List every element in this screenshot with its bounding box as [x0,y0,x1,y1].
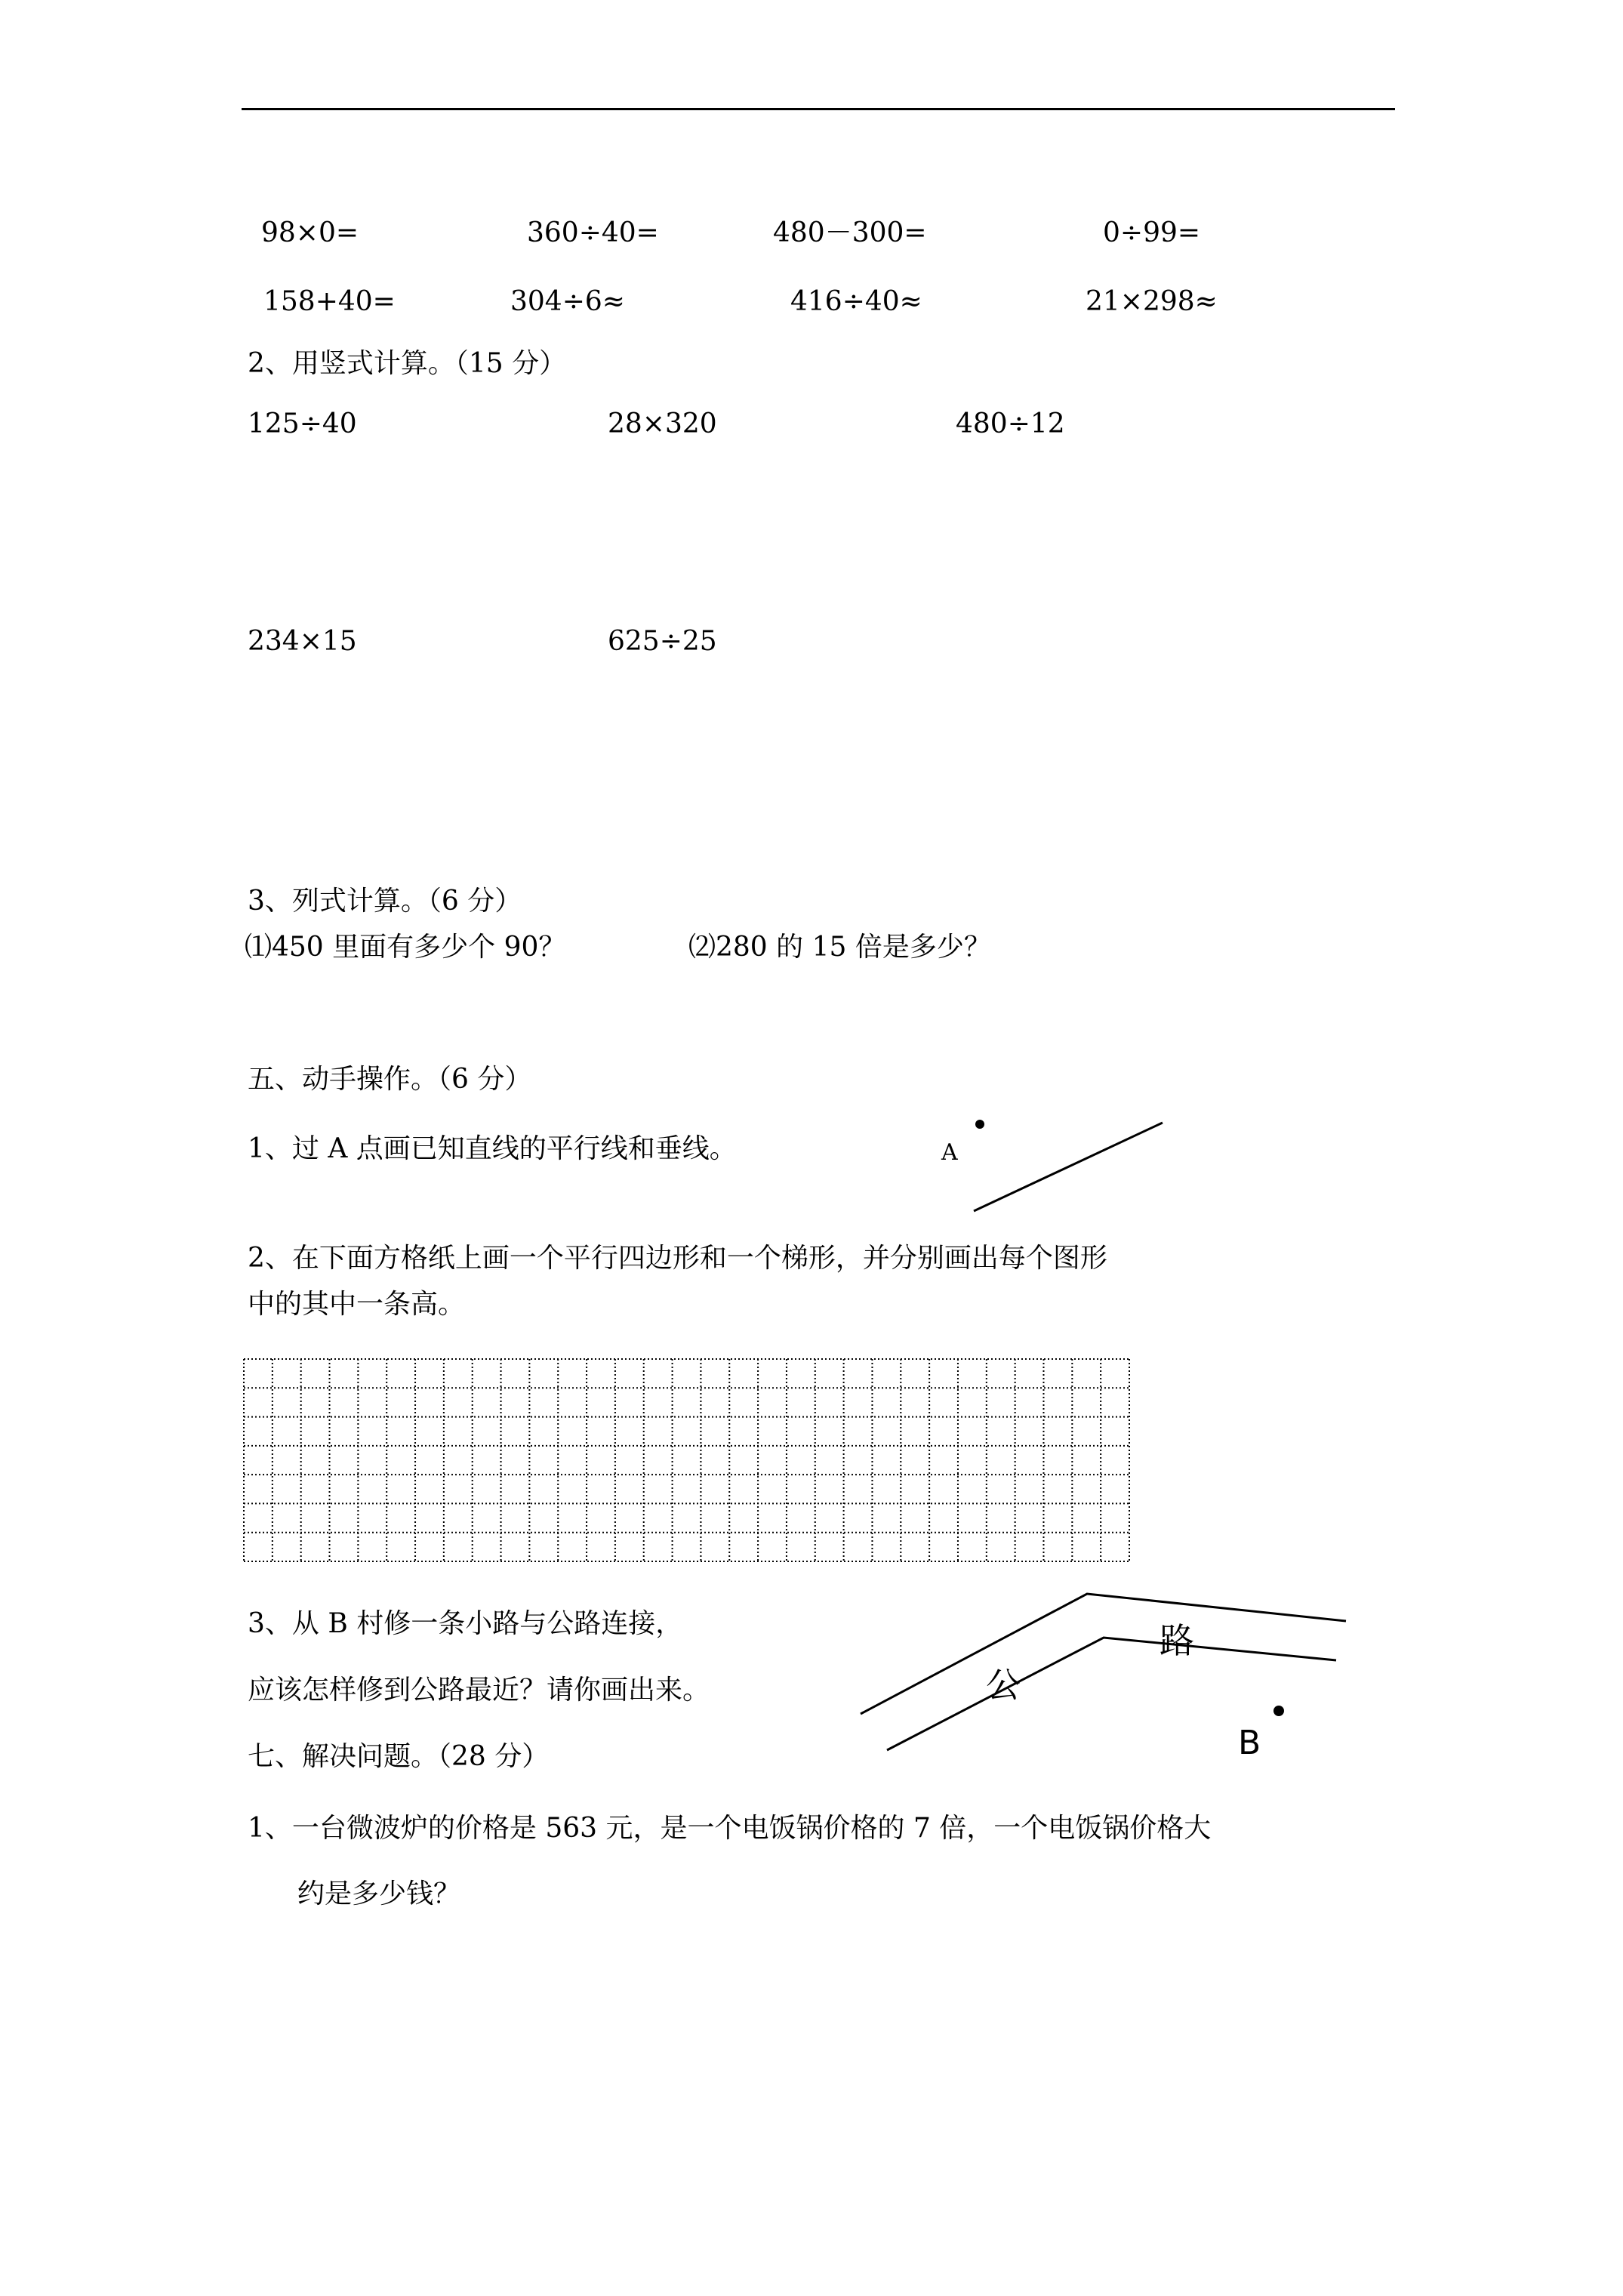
question: 中的其中一条高。 [248,1289,466,1320]
question: 3、从 B 村修一条小路与公路连接， [248,1608,683,1639]
question: ⑴450 里面有多少个 90？ [245,932,566,963]
vertical-calc-item: 480÷12 [956,408,1065,439]
oral-calc-item: 480－300= [773,217,927,248]
question: 1、过 A 点画已知直线的平行线和垂线。 [248,1133,737,1164]
point-b-label: B [1238,1724,1261,1762]
oral-calc-item: 0÷99= [1103,217,1201,248]
section-heading: 2、用竖式计算。（15 分） [248,348,567,379]
point-a-dot [975,1120,984,1129]
oral-calc-item: 98×0= [261,217,359,248]
oral-calc-item: 158+40= [263,286,396,317]
question: 约是多少钱？ [297,1878,461,1909]
question: 1、一台微波炉的价格是 563 元，是一个电饭锅价格的 7 倍，一个电饭锅价格大 [248,1813,1212,1844]
section-heading: 七、解决问题。（28 分） [248,1741,550,1772]
oral-calc-item: 360÷40= [527,217,659,248]
point-b-dot [1273,1706,1284,1716]
vertical-calc-item: 28×320 [608,408,717,439]
question: ⑵280 的 15 倍是多少？ [688,932,991,963]
road-label: 公 [986,1665,1021,1706]
oral-calc-item: 416÷40≈ [790,286,922,317]
road-edge-bottom [887,1638,1336,1750]
question: 应该怎样修到公路最近？请你画出来。 [248,1675,710,1706]
vertical-calc-item: 625÷25 [608,626,717,657]
point-a-label: A [941,1139,958,1166]
section-heading: 五、动手操作。（6 分） [248,1064,532,1095]
vertical-calc-item: 234×15 [248,626,357,657]
road-label: 路 [1160,1620,1194,1661]
oral-calc-item: 304÷6≈ [510,286,625,317]
grid-paper[interactable] [244,1359,1129,1561]
vertical-calc-item: 125÷40 [248,408,357,439]
section-heading: 3、列式计算。（6 分） [248,886,522,917]
question: 2、在下面方格纸上画一个平行四边形和一个梯形，并分别画出每个图形 [248,1243,1107,1274]
given-line[interactable] [974,1123,1163,1211]
oral-calc-item: 21×298≈ [1086,286,1218,317]
